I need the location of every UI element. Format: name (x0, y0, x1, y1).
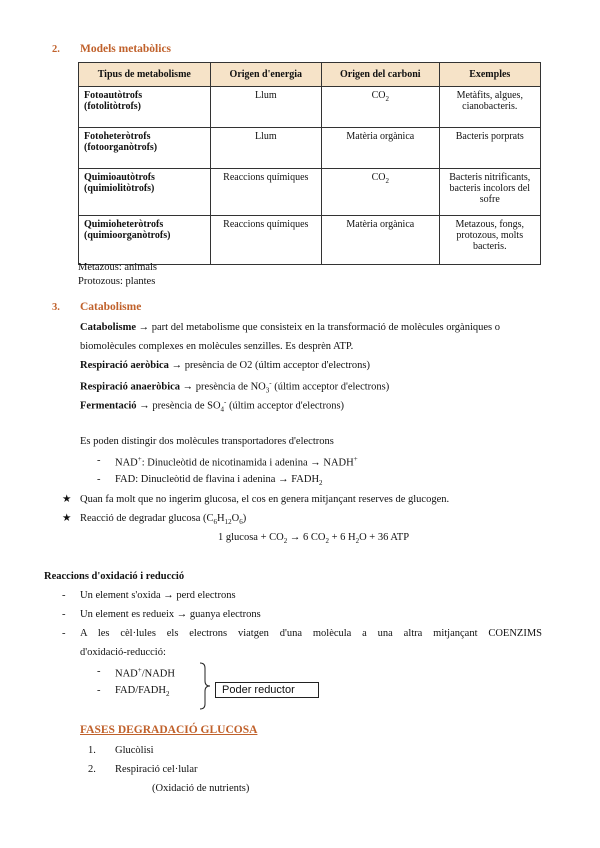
bullet-dash: - (97, 474, 101, 485)
header-examples: Exemples (439, 63, 540, 87)
row-energy: Reaccions químiques (210, 216, 321, 265)
coenzyme-nad: NAD+/NADH (115, 666, 175, 680)
table-row (79, 216, 541, 265)
row-carbon: $CO_2$ (322, 87, 440, 128)
section-3-title: Catabolisme (80, 301, 142, 313)
fermentacio: Fermentació → presència de $SO_4^-$ (últim acceptor d'electrons) (80, 398, 345, 414)
redox-coenzims-cont: d'oxidació-reducció: (80, 647, 166, 658)
fases-title: FASES DEGRADACIÓ GLUCOSA (80, 724, 258, 736)
row-energy: Llum (210, 87, 321, 128)
redox-oxidation: Un element s'oxida → perd electrons (80, 590, 236, 601)
row-energy: Llum (210, 128, 321, 169)
fase-number: 1. (88, 745, 96, 756)
transport-fad: FAD: Dinucleòtid de flavina i adenina → $FADH_2$ (115, 474, 323, 488)
table-row (79, 169, 541, 216)
metabolism-table (78, 62, 541, 265)
row-carbon: Matèria orgànica (322, 216, 440, 265)
glucose-degradation: Reacció de degradar glucosa $(C_6H_{12}O_6)$ (80, 513, 247, 527)
section-2-title: Models metabòlics (80, 43, 172, 55)
catabolisme-definition-cont: biomolècules complexes en molècules senzilles. Es desprèn ATP. (80, 341, 354, 352)
row-carbon: $CO_2$ (322, 169, 440, 216)
header-carbon: Origen del carboni (322, 63, 440, 87)
note-metazous: Metazous: animals (78, 262, 158, 273)
row-examples: Metàfits, algues, cianobacteris. (439, 87, 540, 128)
row-examples: Bacteris nitrificants, bacteris incolors del sofre (439, 169, 540, 216)
table-header-row (79, 63, 541, 87)
row-carbon: Matèria orgànica (322, 128, 440, 169)
table-row (79, 87, 541, 128)
respiracio-anaerobica: Respiració anaeròbica → presència de $NO_3^-$ (últim acceptor d'electrons) (80, 379, 390, 395)
catabolisme-definition: Catabolisme → part del metabolisme que consisteix en la transformació de molècules orgàniques o (80, 322, 500, 333)
row-examples: Metazous, fongs, protozous, molts bacteris. (439, 216, 540, 265)
brace-icon (198, 662, 212, 710)
redox-title: Reaccions d'oxidació i reducció (44, 571, 185, 582)
star-icon: ★ (62, 494, 72, 505)
redox-coenzims: A les cèl·lules els electrons viatgen d'una molècula a una altra mitjançant COENZIMS (80, 628, 542, 639)
bullet-dash: - (97, 685, 101, 696)
row-type: Quimioautòtrofs (quimiolitòtrofs) (79, 169, 211, 216)
note-protozous: Protozous: plantes (78, 276, 156, 287)
table-row (79, 128, 541, 169)
fase-number: 2. (88, 764, 96, 775)
bullet-dash: - (62, 628, 66, 639)
glucose-equation: 1 $glucosa + CO_2 \to 6$ $CO_2 + 6$ $H_2O + 36$ ATP (218, 532, 410, 546)
row-examples: Bacteris porprats (439, 128, 540, 169)
transport-intro: Es poden distingir dos molècules transportadores d'electrons (80, 436, 334, 447)
coenzyme-fad: FAD/$FADH_2$ (115, 685, 170, 699)
poder-reductor-box: Poder reductor (215, 682, 319, 698)
row-type: Fotoautòtrofs (fotolitòtrofs) (79, 87, 211, 128)
bullet-dash: - (97, 455, 101, 466)
bullet-dash: - (62, 590, 66, 601)
header-type: Tipus de metabolisme (79, 63, 211, 87)
bullet-dash: - (97, 666, 101, 677)
bullet-dash: - (62, 609, 66, 620)
row-type: Fotoheteròtrofs (fotoorganòtrofs) (79, 128, 211, 169)
header-energy: Origen d'energia (210, 63, 321, 87)
redox-reduction: Un element es redueix → guanya electrons (80, 609, 261, 620)
fase-note: (Oxidació de nutrients) (152, 783, 250, 794)
section-3-number: 3. (52, 302, 60, 313)
transport-nad: NAD+: Dinucleòtid de nicotinamida i adenina → NADH+ (115, 455, 358, 469)
section-2-number: 2. (52, 44, 60, 55)
fase-respiracio: Respiració cel·lular (115, 764, 198, 775)
fase-glucolisi: Glucòlisi (115, 745, 154, 756)
row-type: Quimioheteròtrofs (quimioorganòtrofs) (79, 216, 211, 265)
glucogen-note: Quan fa molt que no ingerim glucosa, el cos en genera mitjançant reserves de glucogen. (80, 494, 450, 505)
respiracio-aerobica: Respiració aeròbica → presència de O2 (últim acceptor d'electrons) (80, 360, 370, 371)
star-icon: ★ (62, 513, 72, 524)
row-energy: Reaccions químiques (210, 169, 321, 216)
